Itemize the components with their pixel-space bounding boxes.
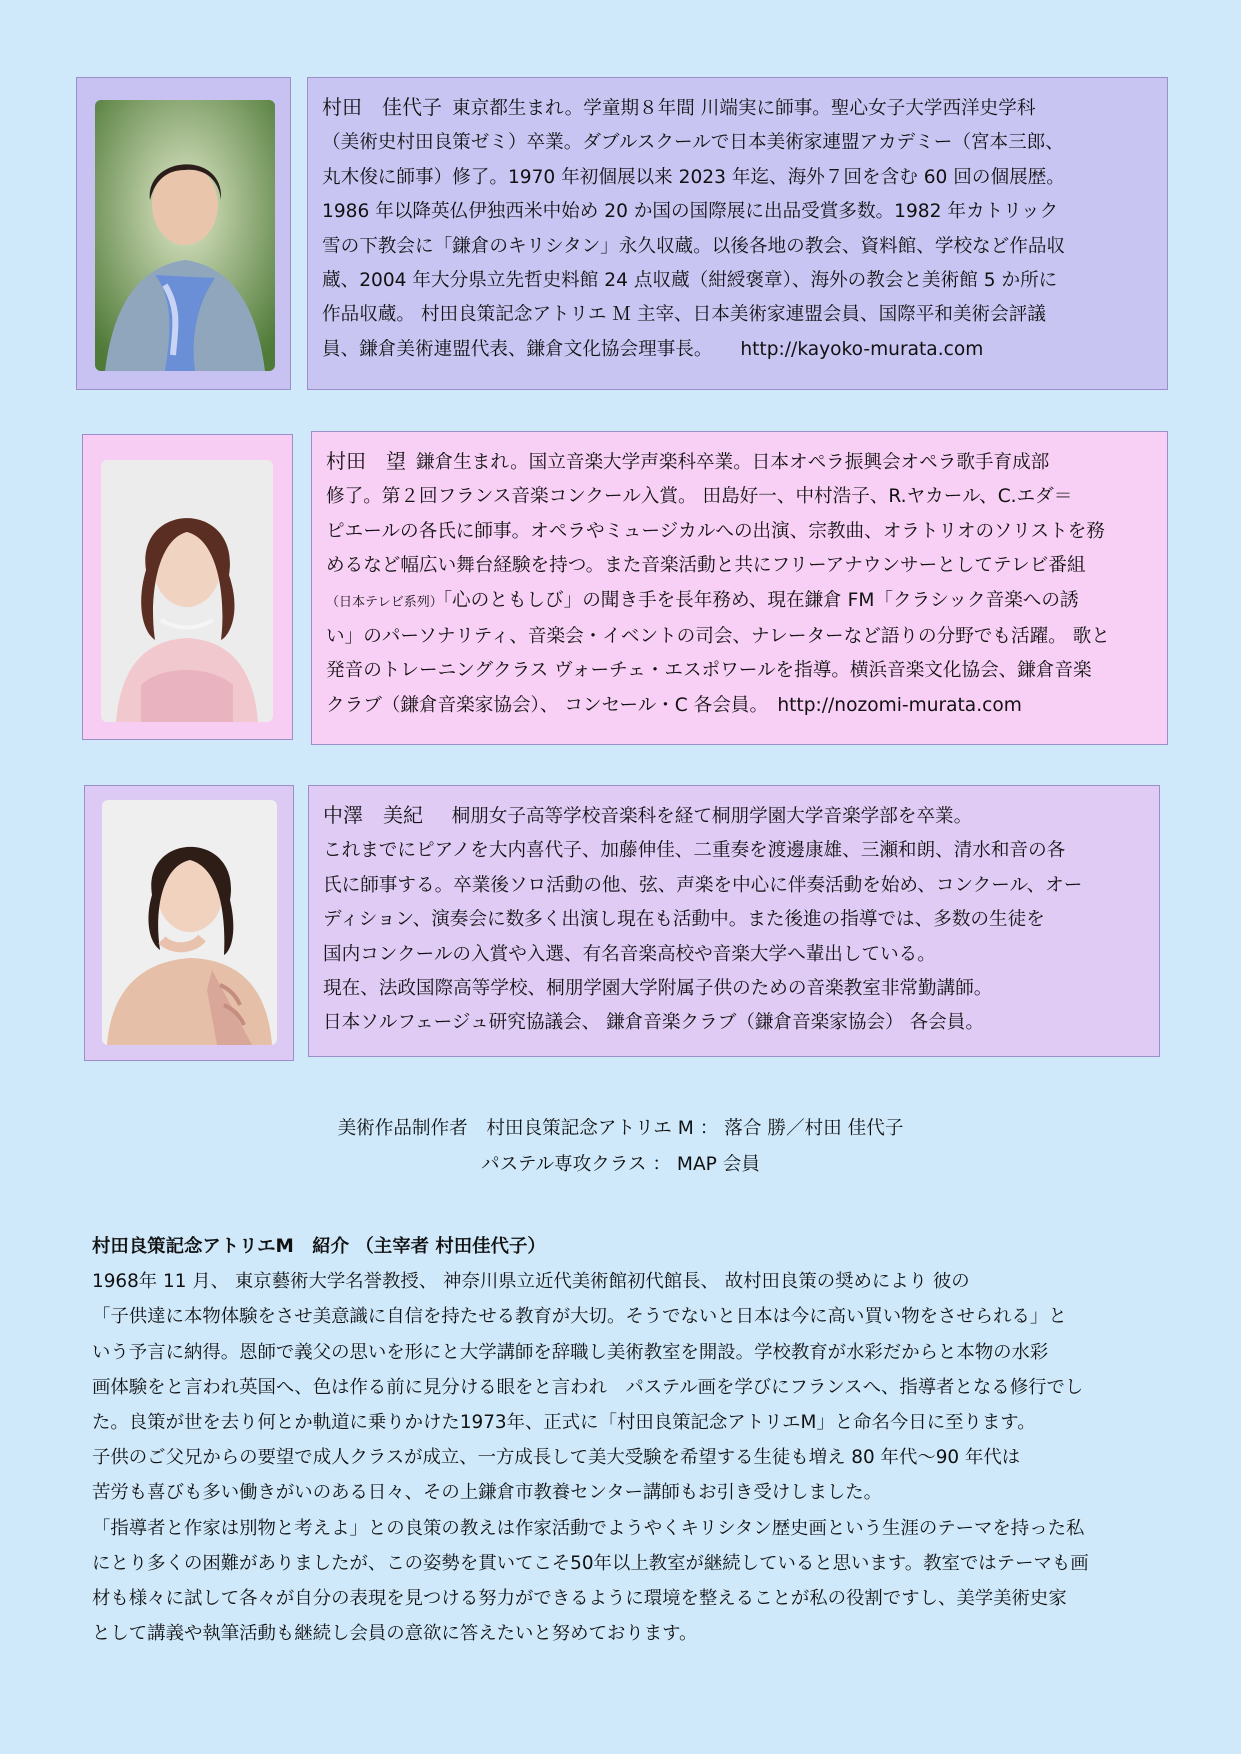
atelier-line: た。良策が世を去り何とか軌道に乗りかけた1973年、正式に「村田良策記念アトリエM」と命名今日に至ります。 (92, 1412, 1036, 1434)
bio-line: 「心のともしび」の聞き手を長年務め、現在鎌倉 FM「クラシック音楽への誘 (442, 589, 1079, 611)
atelier-line: 「指導者と作家は別物と考えよ」との良策の教えは作家活動でようやくキリシタン歴史画という生涯のテーマを持った私 (92, 1517, 1085, 1539)
profile-bio-3 (308, 785, 1160, 1057)
bio-line: 修了。第２回フランス音楽コンクール入賞。 田島好一、中村浩子、R.ヤカール、C.エダ＝ (326, 486, 1073, 508)
bio-small-prefix: （日本テレビ系列） (326, 594, 443, 610)
bio-line: 1986 年以降英仏伊独西米中始め 20 か国の国際展に出品受賞多数。1982 年カトリック (322, 201, 1059, 223)
credits (0, 1111, 1241, 1183)
bio-line: 桐朋女子高等学校音楽科を経て桐朋学園大学音楽学部を卒業。 (433, 806, 973, 827)
profile-photo-miki-nakazawa (102, 800, 277, 1045)
bio-line: 日本ソルフェージュ研究協議会、 鎌倉音楽クラブ（鎌倉音楽家協会） 各会員。 (323, 1012, 984, 1034)
bio-line: 現在、法政国際高等学校、桐朋学園大学附属子供のための音楽教室非常勤講師。 (323, 978, 993, 1000)
atelier-line: 苦労も喜びも多い働きがいのある日々、その上鎌倉市教養センター講師もお引き受けしました。 (92, 1482, 883, 1504)
profile-bio-2 (311, 431, 1168, 745)
bio-line: （美術史村田良策ゼミ）卒業。ダブルスクールで日本美術家連盟アカデミー（宮本三郎、 (322, 132, 1064, 154)
bio-line: これまでにピアノを大内喜代子、加藤伸佳、二重奏を渡邊康雄、三瀬和朗、清水和音の各 (323, 840, 1066, 862)
bio-line: 発音のトレーニングクラス ヴォーチェ・エスポワールを指導。横浜音楽文化協会、鎌倉音楽 (326, 660, 1092, 682)
atelier-line: 1968年 11 月、 東京藝術大学名誉教授、 神奈川県立近代美術館初代館長、 故村田良策の奨めにより 彼の (92, 1271, 970, 1293)
bio-line: 氏に師事する。卒業後ソロ活動の他、弦、声楽を中心に伴奏活動を始め、コンクール、オー (323, 874, 1083, 896)
atelier-line: いう予言に納得。恩師で義父の思いを形にと大学講師を辞職し美術教室を開設。学校教育が水彩だからと本物の水彩 (92, 1341, 1049, 1363)
atelier-line: として講義や執筆活動も継続し会員の意欲に答えたいと努めております。 (92, 1623, 698, 1645)
credits-line-producers: 美術作品制作者 村田良策記念アトリエ M ： 落合 勝／村田 佳代子 (337, 1118, 904, 1139)
bio-line: めるなど幅広い舞台経験を持つ。また音楽活動と共にフリーアナウンサーとしてテレビ番組 (326, 555, 1086, 577)
bio-line: ピエールの各氏に師事。オペラやミュージカルへの出演、宗教曲、オラトリオのソリストを務 (326, 520, 1105, 542)
bio-line: 員、鎌倉美術連盟代表、鎌倉文化協会理事長。 http://kayoko-murata.com (322, 338, 984, 360)
bio-line: 東京都生まれ。学童期８年間 川端実に師事。聖心女子大学西洋史学科 (452, 98, 1036, 119)
credits-line-pastel-class: パステル専攻クラス ： MAP 会員 (481, 1154, 760, 1175)
atelier-heading: 村田良策記念アトリエM 紹介 （主宰者 村田佳代子） (92, 1236, 546, 1257)
bio-line: 丸木俊に師事）修了。1970 年初個展以来 2023 年迄、海外７回を含む 60 回の個展歴。 (322, 166, 1065, 188)
atelier-line: 子供のご父兄からの要望で成人クラスが成立、一方成長して美大受験を希望する生徒も増え 80 年代～90 年代は (92, 1447, 1021, 1469)
bio-line: 蔵、2004 年大分県立先哲史料館 24 点収蔵（紺綬褒章）、海外の教会と美術館 5 か所に (322, 270, 1058, 292)
profile-bio-1 (307, 77, 1168, 390)
bio-line: ディション、演奏会に数多く出演し現在も活動中。また後進の指導では、多数の生徒を (323, 909, 1045, 931)
profile-photo-kayoko-murata (95, 100, 275, 371)
atelier-line: 「子供達に本物体験をさせ美意識に自信を持たせる教育が大切。そうでないと日本は今に高い買い物をさせられる」と (92, 1306, 1067, 1328)
bio-line: 国内コンクールの入賞や入選、有名音楽高校や音楽大学へ輩出している。 (323, 943, 936, 965)
atelier-line: 材も様々に試して各々が自分の表現を見つける努力ができるように環境を整えることが私の役割ですし、美学美術史家 (92, 1588, 1067, 1610)
bio-line: 作品収蔵。 村田良策記念アトリエ Ｍ 主宰、日本美術家連盟会員、国際平和美術会評議 (322, 304, 1046, 326)
atelier-introduction (92, 1229, 1172, 1651)
profile-name: 中澤 美紀 (323, 803, 423, 827)
profile-name: 村田 佳代子 (322, 95, 442, 119)
profile-photo-nozomi-murata (101, 460, 273, 722)
bio-line: い」のパーソナリティ、音楽会・イベントの司会、ナレーターなど語りの分野でも活躍。 歌と (326, 626, 1110, 648)
profile-name: 村田 望 (326, 449, 406, 473)
atelier-line: 画体験をと言われ英国へ、色は作る前に見分ける眼をと言われ パステル画を学びにフランスへ、指導者となる修行でし (92, 1376, 1084, 1398)
bio-line: 雪の下教会に「鎌倉のキリシタン」永久収蔵。以後各地の教会、資料館、学校など作品収 (322, 235, 1066, 257)
bio-line: クラブ（鎌倉音楽家協会）、 コンセール・C 各会員。 http://nozomi-murata.com (326, 694, 1022, 716)
atelier-line: にとり多くの困難がありましたが、この姿勢を貫いてこそ50年以上教室が継続していると思います。教室ではテーマも画 (92, 1552, 1089, 1574)
bio-line: 鎌倉生まれ。国立音楽大学声楽科卒業。日本オペラ振興会オペラ歌手育成部 (416, 452, 1050, 473)
